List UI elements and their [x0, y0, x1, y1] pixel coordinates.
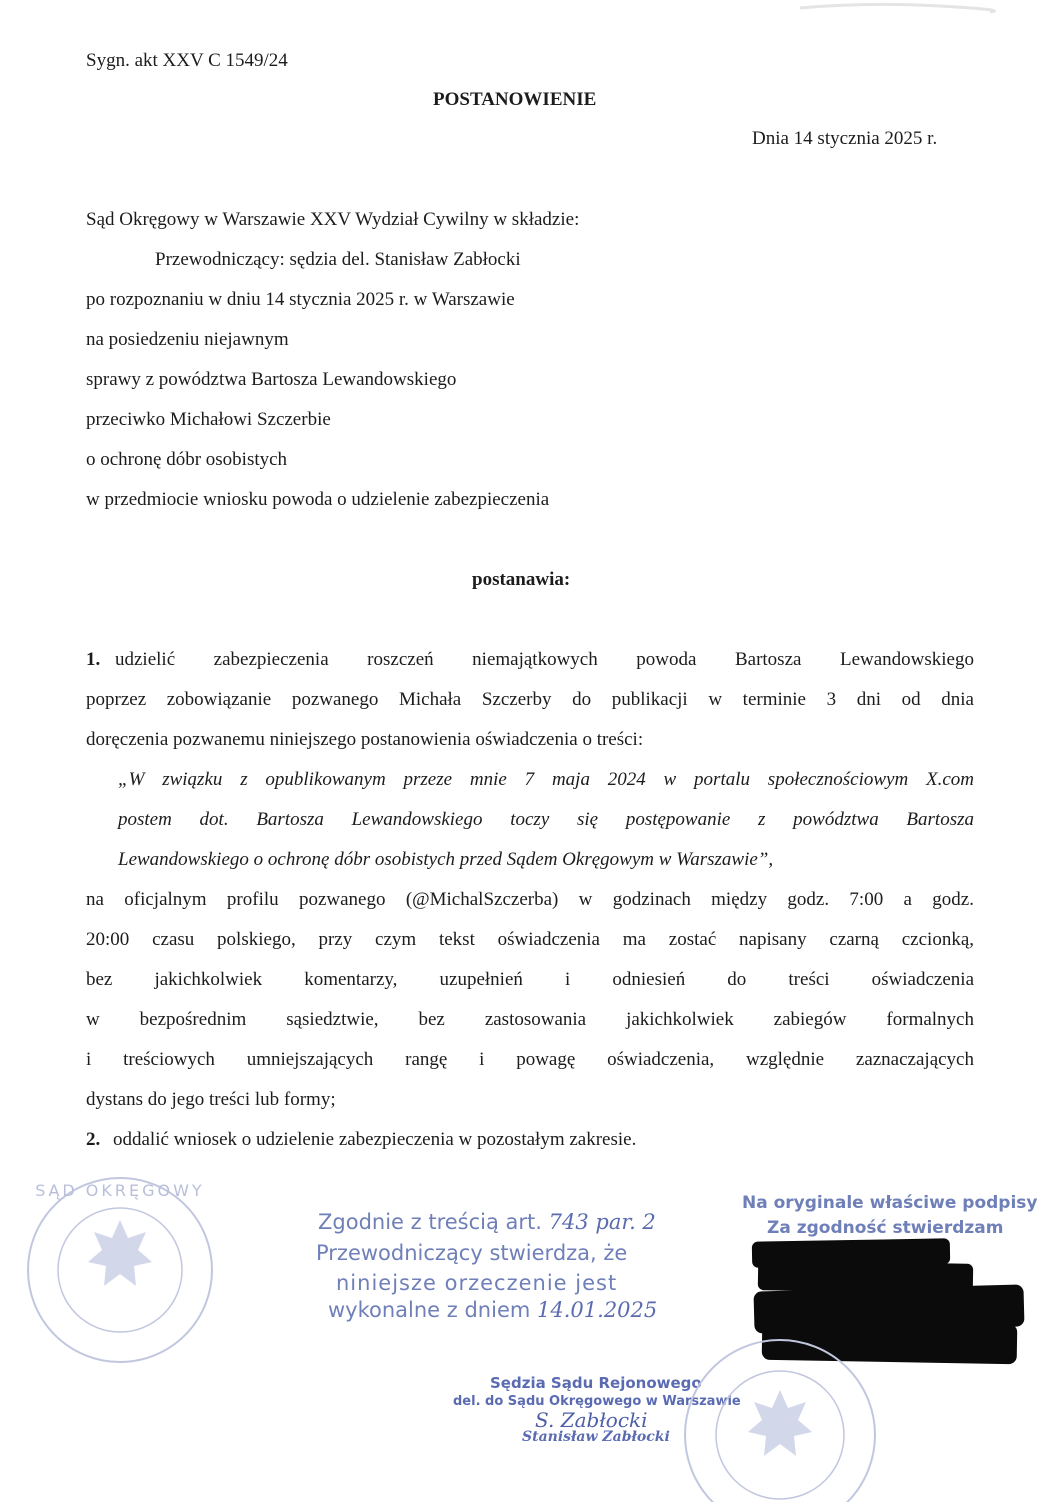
original-stamp-line: Za zgodność stwierdzam [767, 1218, 1004, 1238]
point-1-continuation-line: w bezpośrednim sąsiedztwie, bez zastosowania jakichkolwiek zabiegów formalnych [86, 1009, 974, 1030]
point-1-continuation-line: na oficjalnym profilu pozwanego (@MichalSzczerba) w godzinach między godz. 7:00 a godz. [86, 889, 974, 910]
point-1-line: poprzez zobowiązanie pozwanego Michała Szczerby do publikacji w terminie 3 dni od dnia [86, 689, 974, 710]
intro-line: po rozpoznaniu w dniu 14 stycznia 2025 r. w Warszawie [86, 289, 515, 310]
conformity-stamp-line: niniejsze orzeczenie jest [336, 1271, 618, 1295]
point-1-line: doręczenia pozwanemu niniejszego postanowienia oświadczenia o treści: [86, 729, 644, 750]
decision-heading: postanawia: [472, 569, 571, 590]
presiding-judge: Przewodniczący: sędzia del. Stanisław Zabłocki [155, 249, 521, 270]
judge-stamp-line: del. do Sądu Okręgowego w Warszawie [453, 1394, 741, 1409]
case-number: Sygn. akt XXV C 1549/24 [86, 50, 288, 71]
intro-line: przeciwko Michałowi Szczerbie [86, 409, 331, 430]
statement-quote-line: Lewandowskiego o ochronę dóbr osobistych przed Sądem Okręgowym w Warszawie”, [118, 849, 774, 870]
statement-quote-line: „W związku z opublikowanym przeze mnie 7 maja 2024 w portalu społecznościowym X.com [118, 769, 974, 790]
court-seal-right [675, 1335, 885, 1502]
point-1-continuation-line: bez jakichkolwiek komentarzy, uzupełnień i odniesień do treści oświadczenia [86, 969, 974, 990]
conformity-stamp-line: wykonalne z dniem 14.01.2025 [328, 1298, 658, 1322]
conformity-stamp-line: Przewodniczący stwierdza, że [316, 1241, 628, 1265]
point-1-continuation-line: 20:00 czasu polskiego, przy czym tekst oświadczenia ma zostać napisany czarną czcionką, [86, 929, 974, 950]
intro-line: o ochronę dóbr osobistych [86, 449, 288, 470]
court-composition: Sąd Okręgowy w Warszawie XXV Wydział Cywilny w składzie: [86, 209, 580, 230]
intro-line: sprawy z powództwa Bartosza Lewandowskiego [86, 369, 457, 390]
intro-line: na posiedzeniu niejawnym [86, 329, 289, 350]
scan-smudge [790, 0, 1000, 30]
original-stamp-line: Na oryginale właściwe podpisy [742, 1193, 1038, 1213]
decision-date: Dnia 14 stycznia 2025 r. [752, 128, 938, 149]
point-1-line: udzielić zabezpieczenia roszczeń niemajątkowych powoda Bartosza Lewandowskiego [115, 649, 974, 670]
judge-signature: S. Zabłocki [535, 1408, 648, 1432]
judge-stamp-line: Stanisław Zabłocki [522, 1429, 670, 1445]
conformity-stamp-line: Zgodnie z treścią art. 743 par. 2 [318, 1210, 656, 1234]
judge-stamp-line: Sędzia Sądu Rejonowego [490, 1374, 702, 1392]
statement-quote-line: postem dot. Bartosza Lewandowskiego toczy się postępowanie z powództwa Bartosza [118, 809, 974, 830]
point-1-number: 1. [86, 649, 101, 670]
point-2-number: 2. [86, 1129, 101, 1150]
document-title: POSTANOWIENIE [433, 89, 597, 110]
intro-line: w przedmiocie wniosku powoda o udzielenie zabezpieczenia [86, 489, 550, 510]
point-2-text: oddalić wniosek o udzielenie zabezpieczenia w pozostałym zakresie. [113, 1129, 637, 1150]
point-1-continuation-line: i treściowych umniejszających rangę i powagę oświadczenia, względnie zaznaczających [86, 1049, 974, 1070]
svg-text:SĄD OKRĘGOWY: SĄD OKRĘGOWY [35, 1181, 205, 1200]
court-seal-left [20, 1170, 220, 1370]
point-1-continuation-line: dystans do jego treści lub formy; [86, 1089, 336, 1110]
